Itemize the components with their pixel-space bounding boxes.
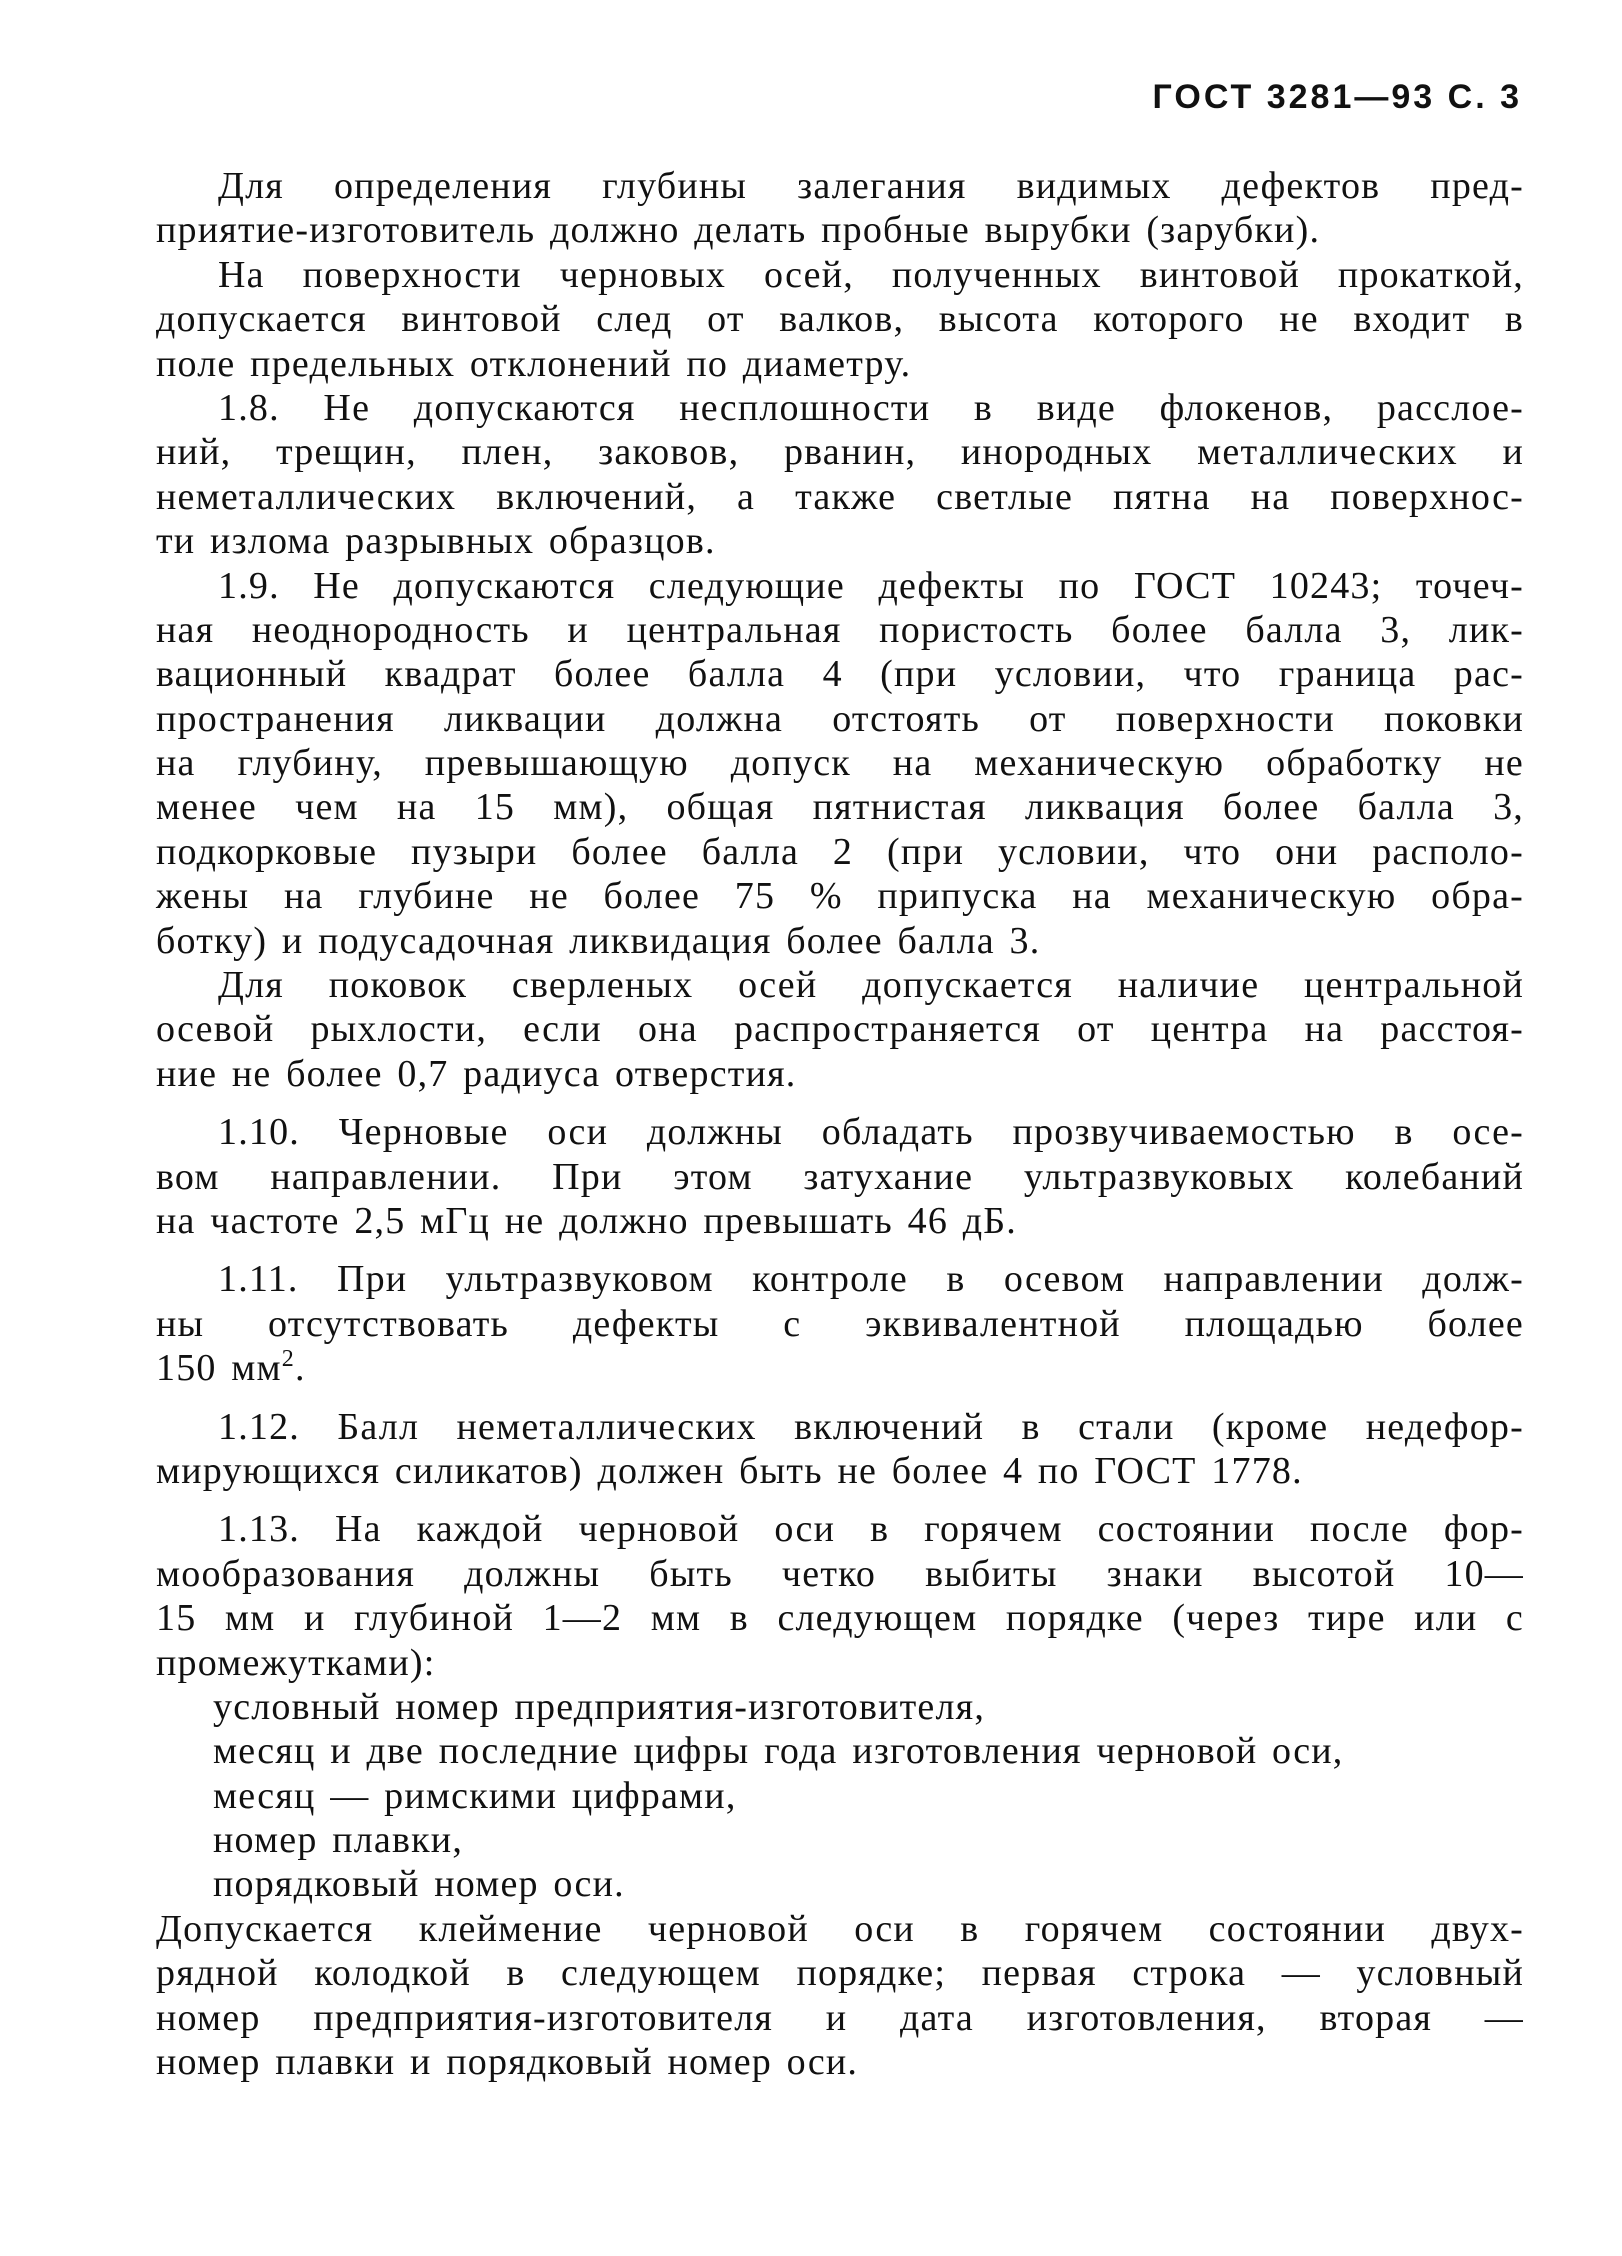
text-line: осевой рыхлости, если она распространяется от центра на расстоя- <box>156 1008 1524 1051</box>
text-line: 1.8. Не допускаются несплошности в виде флокенов, расслое- <box>218 386 1524 429</box>
text-line: на глубину, превышающую допуск на механическую обработку не <box>156 742 1524 785</box>
text-line: ние не более 0,7 радиуса отверстия. <box>156 1052 797 1095</box>
text-line: ний, трещин, плен, заковов, рванин, инородных металлических и <box>156 431 1524 474</box>
text-line: номер предприятия-изготовителя и дата изготовления, вторая — <box>156 1996 1524 2039</box>
text-line: пространения ликвации должна отстоять от поверхности поковки <box>156 697 1524 740</box>
text-line: на частоте 2,5 мГц не должно превышать 46 дБ. <box>156 1199 1017 1242</box>
superscript: 2 <box>281 1346 295 1373</box>
list-item: порядковый номер оси. <box>213 1863 625 1906</box>
text-line: ная неоднородность и центральная пористость более балла 3, лик- <box>156 608 1524 651</box>
list-item: месяц и две последние цифры года изготовления черновой оси, <box>213 1730 1344 1773</box>
text-fragment: . <box>295 1347 306 1390</box>
running-head: ГОСТ 3281—93 С. 3 <box>1152 78 1522 116</box>
text-fragment: 150 мм <box>156 1347 282 1390</box>
text-line <box>156 1346 1524 1390</box>
text-line: Для поковок сверленых осей допускается наличие центральной <box>218 964 1524 1007</box>
text-line: ти излома разрывных образцов. <box>156 520 716 563</box>
text-line: 1.10. Черновые оси должны обладать прозвучиваемостью в осе- <box>218 1111 1524 1154</box>
text-line: вом направлении. При этом затухание ультразвуковых колебаний <box>156 1155 1524 1198</box>
text-line: неметаллических включений, а также светлые пятна на поверхнос- <box>156 475 1524 518</box>
list-item: условный номер предприятия-изготовителя, <box>213 1685 986 1728</box>
text-line: мирующихся силикатов) должен быть не более 4 по ГОСТ 1778. <box>156 1449 1303 1492</box>
text-line: 1.9. Не допускаются следующие дефекты по ГОСТ 10243; точеч- <box>218 564 1524 607</box>
text-line: 1.13. На каждой черновой оси в горячем состоянии после фор- <box>218 1508 1524 1551</box>
text-line: номер плавки и порядковый номер оси. <box>156 2041 859 2084</box>
list-item: месяц — римскими цифрами, <box>213 1774 737 1817</box>
text-line: ботку) и подусадочная ликвидация более балла 3. <box>156 919 1041 962</box>
text-line: подкорковые пузыри более балла 2 (при условии, что они располо- <box>156 830 1524 873</box>
text-line: промежутками): <box>156 1641 436 1684</box>
text-line: На поверхности черновых осей, полученных винтовой прокаткой, <box>218 253 1524 296</box>
text-line: приятие-изготовитель должно делать пробные вырубки (зарубки). <box>156 209 1321 252</box>
text-line: допускается винтовой след от валков, высота которого не входит в <box>156 298 1524 341</box>
body-text <box>156 164 1524 2084</box>
text-line: 1.12. Балл неметаллических включений в стали (кроме недефор- <box>218 1405 1524 1448</box>
text-line: мообразования должны быть четко выбиты знаки высотой 10— <box>156 1552 1524 1595</box>
text-line: поле предельных отклонений по диаметру. <box>156 342 912 385</box>
text-line: 15 мм и глубиной 1—2 мм в следующем порядке (через тире или с <box>156 1597 1524 1640</box>
text-line: 1.11. При ультразвуковом контроле в осевом направлении долж- <box>218 1258 1524 1301</box>
text-line: вационный квадрат более балла 4 (при условии, что граница рас- <box>156 653 1524 696</box>
text-line: Допускается клеймение черновой оси в горячем состоянии двух- <box>156 1907 1524 1950</box>
text-line: Для определения глубины залегания видимых дефектов пред- <box>218 165 1524 207</box>
text-line: ны отсутствовать дефекты с эквивалентной площадью более <box>156 1302 1524 1345</box>
text-line: жены на глубине не более 75 % припуска на механическую обра- <box>156 875 1524 918</box>
text-line: рядной колодкой в следующем порядке; первая строка — условный <box>156 1952 1524 1995</box>
list-item: номер плавки, <box>213 1819 464 1862</box>
text-line: менее чем на 15 мм), общая пятнистая ликвация более балла 3, <box>156 786 1524 829</box>
